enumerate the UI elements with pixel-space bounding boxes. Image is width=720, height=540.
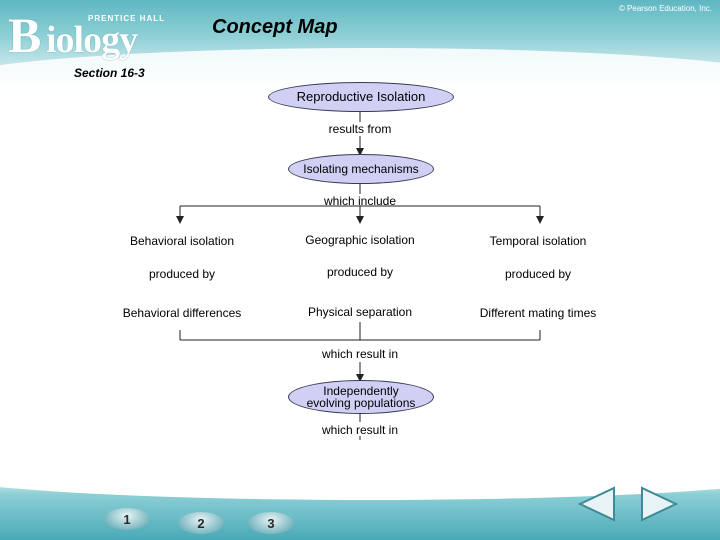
node-independently-line2: evolving populations: [306, 396, 416, 410]
node-temporal-isolation: Temporal isolation: [489, 234, 587, 248]
logo-wordmark: iology: [46, 19, 138, 61]
link-which-include: which include: [323, 194, 397, 208]
node-behavioral-isolation: Behavioral isolation: [129, 234, 235, 248]
link-produced-by-right: produced by: [504, 267, 572, 281]
node-different-mating-times: Different mating times: [479, 306, 597, 320]
page-3-button[interactable]: [248, 512, 294, 534]
node-geographic-isolation: Geographic isolation: [305, 233, 415, 247]
link-produced-by-left: produced by: [148, 267, 216, 281]
node-isolating-mechanisms: [288, 154, 434, 184]
page-1-button[interactable]: [104, 508, 150, 530]
link-which-result-in-2: which result in: [321, 423, 399, 437]
link-produced-by-middle: produced by: [326, 265, 394, 279]
page-3-label: 3: [267, 515, 275, 531]
page-2-button[interactable]: [178, 512, 224, 534]
link-which-result-in-1: which result in: [321, 347, 399, 361]
node-independently-line1: Independently: [323, 384, 399, 398]
previous-arrow-icon[interactable]: [574, 484, 618, 524]
node-physical-separation: Physical separation: [307, 305, 413, 319]
next-arrow-icon[interactable]: [638, 484, 682, 524]
node-behavioral-differences: Behavioral differences: [122, 306, 242, 320]
section-label: Section 16-3: [74, 66, 145, 80]
logo-publisher: PRENTICE HALL: [88, 14, 165, 23]
node-independently-evolving: [288, 380, 434, 414]
node-reproductive-isolation: [268, 82, 454, 112]
page-title: Concept Map: [212, 16, 338, 38]
copyright-text: © Pearson Education, Inc.: [618, 4, 712, 13]
page-2-label: 2: [197, 515, 205, 531]
page-1-label: 1: [123, 511, 131, 527]
logo-initial: B: [8, 7, 41, 63]
link-results-from: results from: [328, 122, 392, 136]
node-isolating-mechanisms-label: Isolating mechanisms: [303, 162, 419, 176]
node-reproductive-isolation-label: Reproductive Isolation: [296, 89, 426, 104]
